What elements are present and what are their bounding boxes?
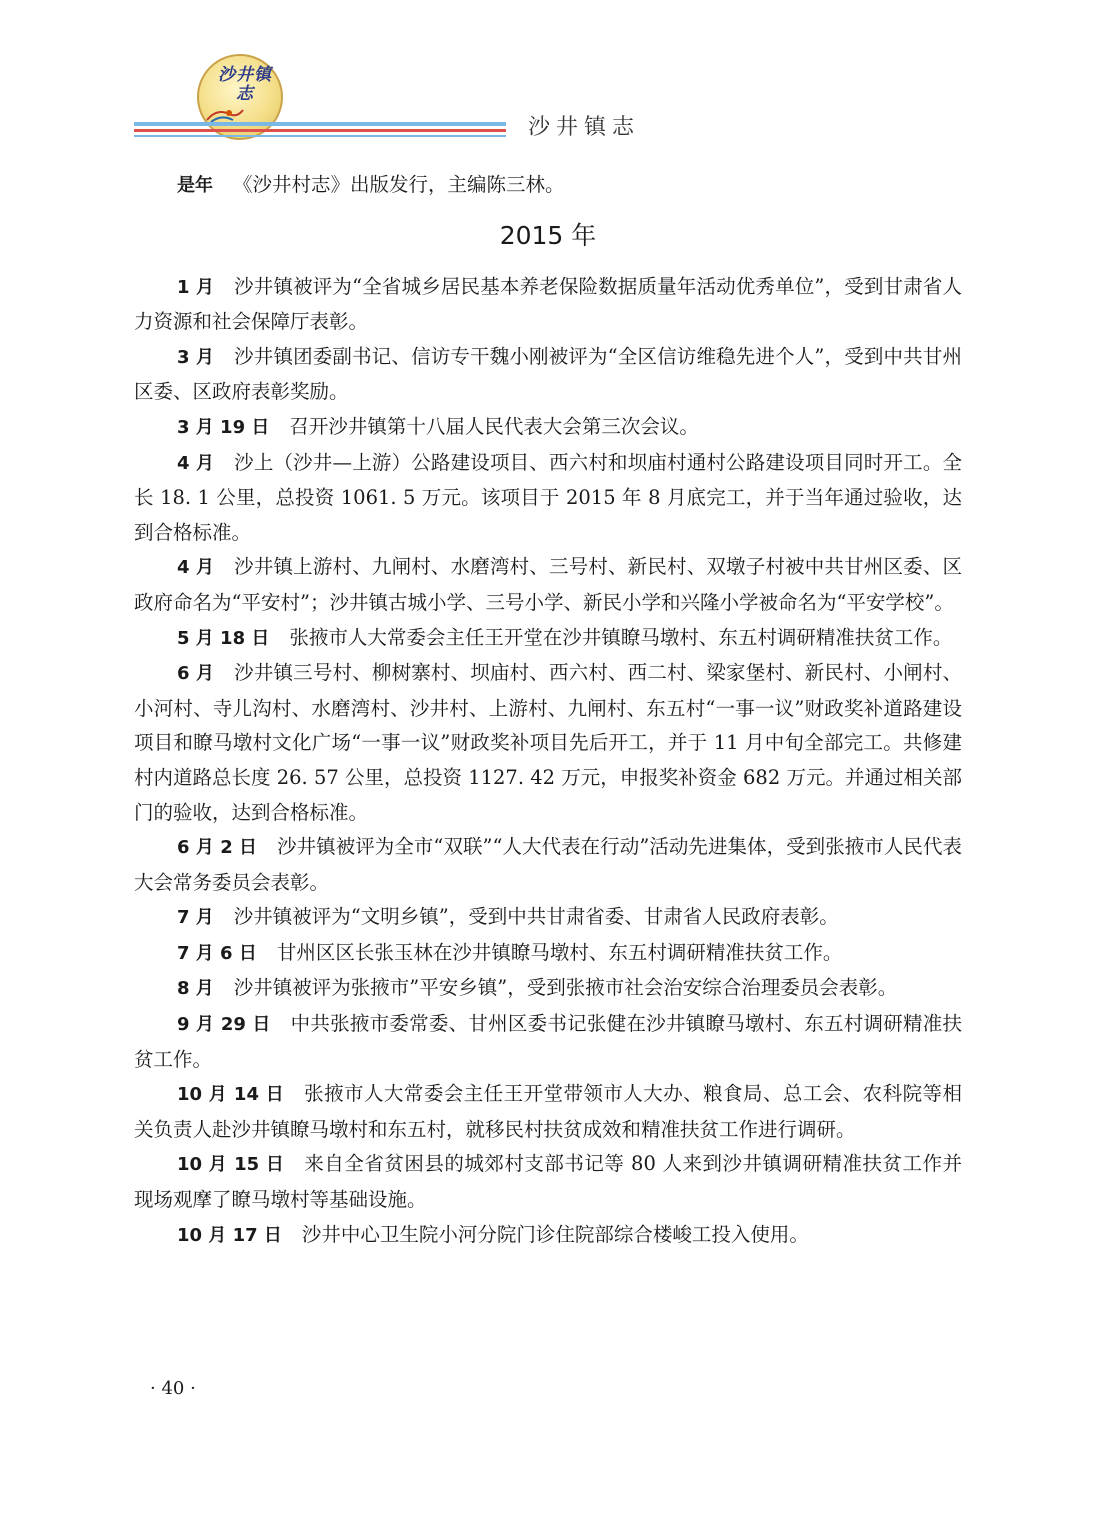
chronicle-entry bbox=[134, 410, 962, 446]
chronicle-entry bbox=[134, 621, 962, 657]
chronicle-entry bbox=[134, 340, 962, 410]
entry-date: 是年 bbox=[177, 175, 213, 196]
entry-date: 8 月 bbox=[177, 978, 214, 1000]
chronicle-entry bbox=[134, 550, 962, 620]
entry-text: 沙井镇被评为“全省城乡居民基本养老保险数据质量年活动优秀单位”，受到甘肃省人力资源和社会保障厅表彰。 bbox=[134, 274, 962, 334]
entry-date: 9 月 29 日 bbox=[177, 1014, 271, 1036]
entry-text: 沙井镇上游村、九闸村、水磨湾村、三号村、新民村、双墩子村被中共甘州区委、区政府命名为“平安村”；沙井镇古城小学、三号小学、新民小学和兴隆小学被命名为“平安学校”。 bbox=[134, 555, 962, 614]
logo-text: 沙井镇志 bbox=[218, 65, 272, 104]
entry-date: 7 月 6 日 bbox=[177, 942, 257, 964]
chronicle-entries bbox=[134, 270, 962, 1254]
entry-text: 张掖市人大常委会主任王开堂在沙井镇瞭马墩村、东五村调研精准扶贫工作。 bbox=[289, 625, 953, 649]
chronicle-entry bbox=[134, 1077, 962, 1147]
entry-text: 沙井中心卫生院小河分院门诊住院部综合楼峻工投入使用。 bbox=[301, 1222, 809, 1246]
page-content bbox=[134, 168, 962, 1253]
entry-date: 6 月 2 日 bbox=[177, 837, 258, 859]
entry-text: 沙井镇被评为“文明乡镇”，受到中共甘肃省委、甘肃省人民政府表彰。 bbox=[233, 905, 839, 929]
chronicle-entry bbox=[134, 900, 962, 936]
entry-date: 4 月 bbox=[177, 452, 215, 474]
page-header bbox=[0, 0, 1093, 160]
header-rule-blue-thin bbox=[134, 135, 506, 137]
chronicle-entry bbox=[134, 830, 962, 900]
entry-date: 1 月 bbox=[177, 276, 215, 298]
entry-text: 来自全省贫困县的城郊村支部书记等 80 人来到沙井镇调研精准扶贫工作并现场观摩了瞭马墩村等基础设施。 bbox=[134, 1152, 962, 1212]
entry-date: 10 月 15 日 bbox=[177, 1154, 285, 1176]
entry-date: 4 月 bbox=[177, 557, 215, 579]
intro-entry bbox=[134, 168, 962, 204]
entry-text: 沙井镇团委副书记、信访专干魏小刚被评为“全区信访维稳先进个人”，受到中共甘州区委、区政府表彰奖励。 bbox=[134, 344, 962, 404]
header-rule-blue bbox=[134, 122, 506, 126]
entry-text: 中共张掖市委常委、甘州区委书记张健在沙井镇瞭马墩村、东五村调研精准扶贫工作。 bbox=[134, 1012, 962, 1071]
entry-text: 沙上（沙井—上游）公路建设项目、西六村和坝庙村通村公路建设项目同时开工。全长 18. 1 公里，总投资 1061. 5 万元。该项目于 2015 年 8 月底完工，并于当年通过验收，达到合格标准。 bbox=[134, 450, 962, 544]
entry-text: 张掖市人大常委会主任王开堂带领市人大办、粮食局、总工会、农科院等相关负责人赴沙井镇瞭马墩村和东五村，就移民村扶贫成效和精准扶贫工作进行调研。 bbox=[134, 1082, 962, 1141]
entry-date: 3 月 bbox=[177, 346, 215, 368]
chronicle-entry bbox=[134, 446, 962, 551]
entry-text: 《沙井村志》出版发行，主编陈三林。 bbox=[233, 173, 565, 196]
entry-text: 甘州区区长张玉林在沙井镇瞭马墩村、东五村调研精准扶贫工作。 bbox=[276, 940, 843, 964]
header-rule-red bbox=[134, 129, 506, 132]
chronicle-entry bbox=[134, 936, 962, 972]
chronicle-entry bbox=[134, 656, 962, 830]
running-title: 沙井镇志 bbox=[528, 115, 641, 140]
entry-text: 沙井镇被评为全市“双联”“人大代表在行动”活动先进集体，受到张掖市人民代表大会常务委员会表彰。 bbox=[134, 835, 962, 894]
entry-date: 10 月 17 日 bbox=[177, 1224, 282, 1246]
entry-text: 沙井镇三号村、柳树寨村、坝庙村、西六村、西二村、梁家堡村、新民村、小闸村、小河村、寺儿沟村、水磨湾村、沙井村、上游村、九闸村、东五村“一事一议”财政奖补道路建设项目和瞭马墩村文化广场“一事一议”财政奖补项目先后开工，并于 11 月中旬全部完工。共修建村内道路总长度 26. 57 公里，总投资 1127. 42 万元，申报奖补资金 682 万元。并通过相关部门的验收，达到合格标准。 bbox=[134, 661, 962, 824]
chronicle-entry bbox=[134, 1147, 962, 1217]
chronicle-entry bbox=[134, 971, 962, 1007]
entry-date: 6 月 bbox=[177, 663, 215, 685]
chronicle-entry bbox=[134, 1007, 962, 1077]
chronicle-entry bbox=[134, 1218, 962, 1254]
entry-text: 沙井镇被评为张掖市”平安乡镇”，受到张掖市社会治安综合治理委员会表彰。 bbox=[233, 976, 898, 1000]
entry-date: 3 月 19 日 bbox=[177, 416, 270, 438]
entry-date: 7 月 bbox=[177, 907, 214, 929]
entry-text: 召开沙井镇第十八届人民代表大会第三次会议。 bbox=[289, 414, 699, 438]
entry-date: 5 月 18 日 bbox=[177, 627, 270, 649]
year-heading: 2015 年 bbox=[499, 220, 597, 250]
page-number: · 40 · bbox=[150, 1378, 196, 1399]
entry-date: 10 月 14 日 bbox=[177, 1084, 285, 1106]
chronicle-entry bbox=[134, 270, 962, 340]
book-logo bbox=[197, 54, 283, 140]
